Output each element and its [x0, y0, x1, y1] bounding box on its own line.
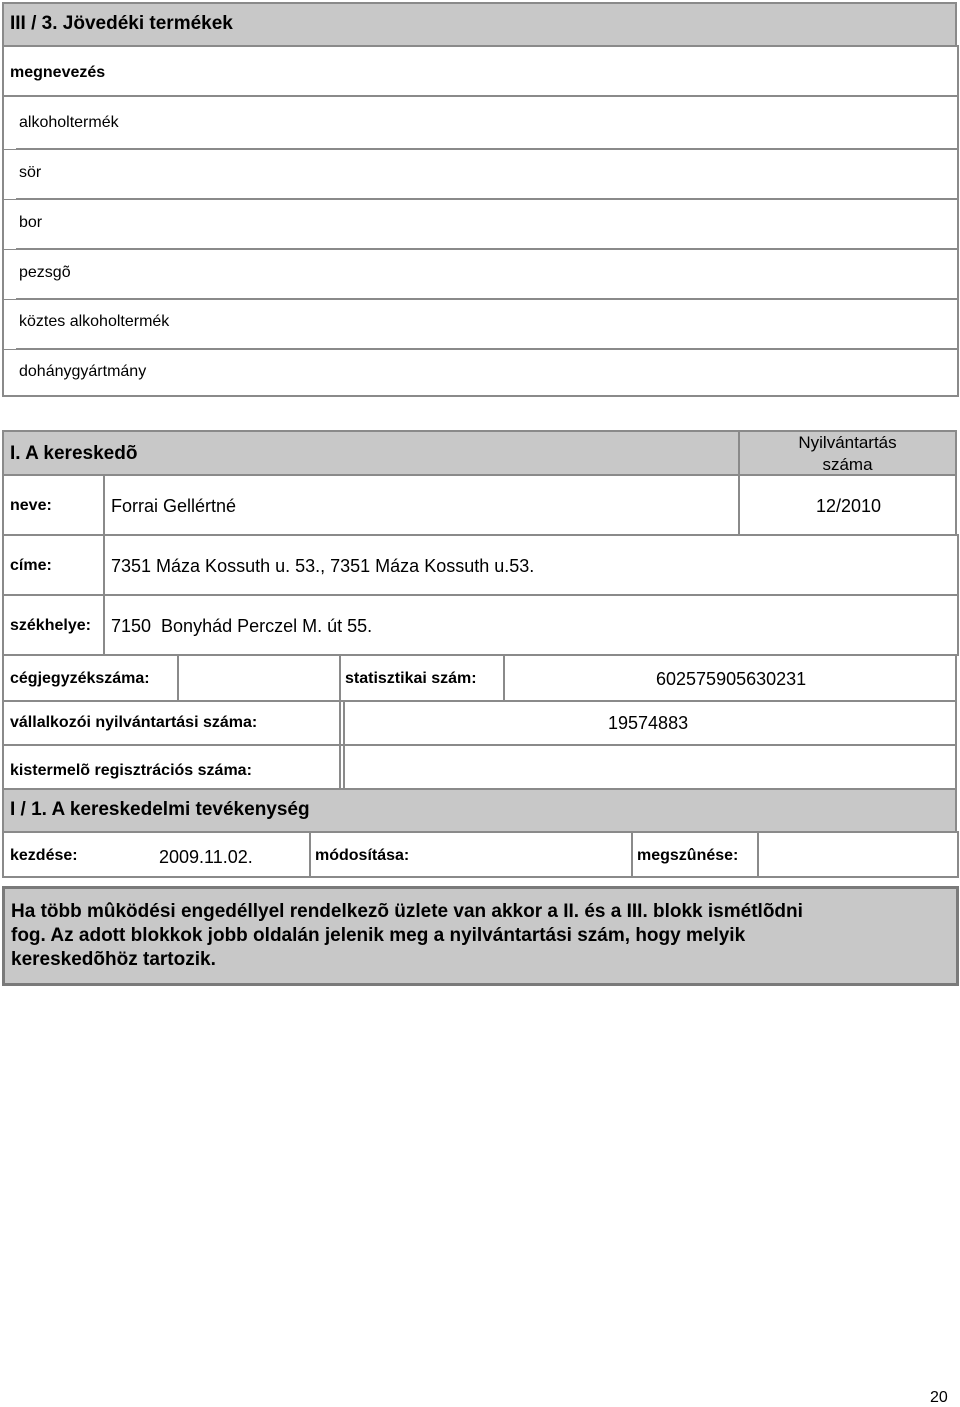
szekhely-label: székhelye: — [10, 617, 91, 634]
list-separator — [4, 149, 16, 150]
megnevezes-row — [2, 45, 959, 97]
list-item: pezsgõ — [19, 264, 71, 281]
list-item: dohánygyártmány — [19, 363, 147, 380]
section-1-1-header — [2, 788, 957, 833]
product-list — [2, 95, 959, 397]
kezdese-value: 2009.11.02. — [159, 847, 253, 867]
nyilvantartas-label-line1: Nyilvántartás — [798, 433, 897, 452]
section-3-header — [2, 2, 957, 47]
list-item: sör — [19, 164, 42, 181]
neve-value: Forrai Gellértné — [111, 496, 237, 516]
megszunese-label: megszûnése: — [637, 847, 739, 864]
statisztikai-label: statisztikai szám: — [345, 670, 477, 687]
cime-row — [2, 534, 959, 596]
kistermelo-row — [2, 744, 957, 790]
cime-label: címe: — [10, 557, 52, 574]
notice-line-3: kereskedõhöz tartozik. — [11, 949, 216, 970]
nyilvantartas-label-line2: száma — [822, 455, 873, 474]
neve-row — [2, 474, 957, 536]
tevekenyseg-row — [2, 831, 959, 878]
notice-box — [2, 886, 959, 986]
section-1-header — [2, 430, 740, 476]
nyilvantartas-header — [738, 430, 957, 476]
szekhely-value: 7150 Bonyhád Perczel M. út 55. — [111, 616, 373, 636]
cegjegyzek-row — [2, 654, 957, 702]
kistermelo-label: kistermelõ regisztrációs száma: — [10, 762, 252, 779]
page-number: 20 — [930, 1389, 948, 1406]
list-item: bor — [19, 214, 43, 231]
list-separator — [4, 249, 16, 250]
neve-label: neve: — [10, 497, 52, 514]
cime-value: 7351 Máza Kossuth u. 53., 7351 Máza Kossuth u.53. — [111, 556, 535, 576]
section-1-1-title: I / 1. A kereskedelmi tevékenység — [10, 799, 310, 820]
modositasa-label: módosítása: — [315, 847, 410, 864]
kezdese-label: kezdése: — [10, 847, 78, 864]
vallalkozoi-label: vállalkozói nyilvántartási száma: — [10, 714, 258, 731]
list-separator — [4, 199, 16, 200]
list-separator — [4, 299, 16, 300]
szekhely-row — [2, 594, 959, 656]
section-3-title: III / 3. Jövedéki termékek — [10, 13, 233, 34]
notice-line-2: fog. Az adott blokkok jobb oldalán jelenik meg a nyilvántartási szám, hogy melyik — [11, 925, 746, 946]
notice-line-1: Ha több mûködési engedéllyel rendelkezõ üzlete van akkor a II. és a III. blokk ismétlõdni — [11, 901, 803, 922]
vallalkozoi-value: 19574883 — [608, 713, 689, 733]
statisztikai-value: 602575905630231 — [656, 669, 807, 689]
list-item: köztes alkoholtermék — [19, 313, 170, 330]
megnevezes-label: megnevezés — [10, 64, 106, 81]
section-1-title: I. A kereskedõ — [10, 443, 138, 464]
vallalkozoi-row — [2, 700, 957, 746]
cegjegyzek-label: cégjegyzékszáma: — [10, 670, 150, 687]
nyilvantartas-value: 12/2010 — [816, 496, 882, 516]
list-item: alkoholtermék — [19, 114, 119, 131]
list-separator — [4, 349, 16, 350]
